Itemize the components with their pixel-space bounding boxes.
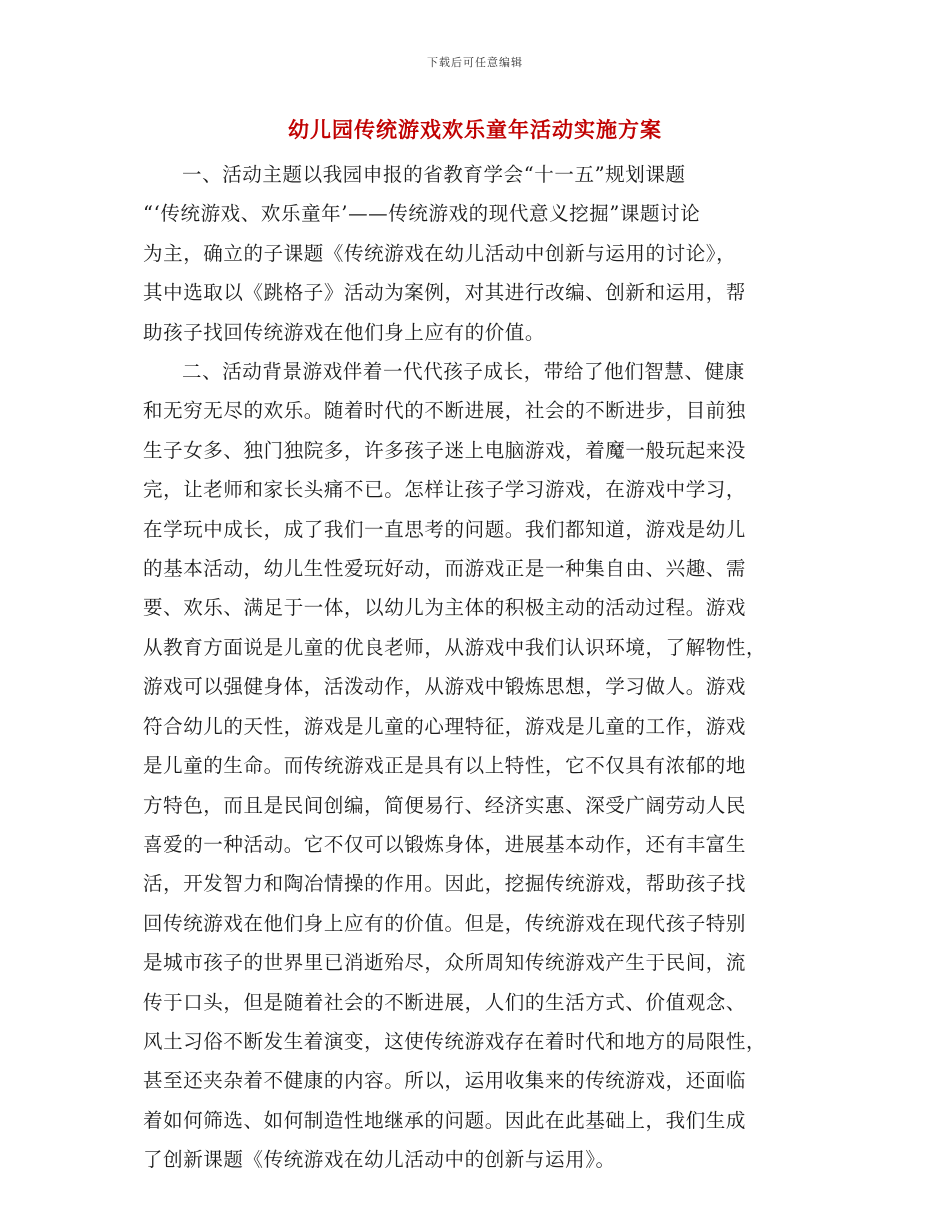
paragraph-line: 传于口头，但是随着社会的不断进展，人们的生活方式、价值观念、: [143, 990, 747, 1014]
document-body: [143, 155, 823, 1180]
paragraph-line: 为主，确立的子课题《传统游戏在幼儿活动中创新与运用的讨论》，: [143, 241, 737, 265]
paragraph-line: 二、活动背景游戏伴着一代代孩子成长，带给了他们智慧、健康: [182, 360, 745, 384]
paragraph-line: 其中选取以《跳格子》活动为案例，对其进行改编、创新和运用，帮: [143, 281, 747, 305]
paragraph-line: 的基本活动，幼儿生性爱玩好动，而游戏正是一种集自由、兴趣、需: [143, 557, 747, 581]
paragraph-line: 风土习俗不断发生着演变，这使传统游戏存在着时代和地方的局限性，: [143, 1029, 767, 1053]
paragraph-line: 了创新课题《传统游戏在幼儿活动中的创新与运用》。: [143, 1148, 616, 1172]
paragraph-line: 和无穷无尽的欢乐。随着时代的不断进展，社会的不断进步，目前独: [143, 399, 747, 423]
paragraph-line: 助孩子找回传统游戏在他们身上应有的价值。: [143, 320, 546, 344]
paragraph-line: 喜爱的一种活动。它不仅可以锻炼身体，进展基本动作，还有丰富生: [143, 832, 747, 856]
paragraph-line: 是儿童的生命。而传统游戏正是具有以上特性，它不仅具有浓郁的地: [143, 754, 747, 778]
paragraph-line: “‘传统游戏、欢乐童年’——传统游戏的现代意义挖掘”课题讨论: [143, 202, 701, 226]
paragraph-line: 符合幼儿的天性，游戏是儿童的心理特征，游戏是儿童的工作，游戏: [143, 714, 747, 738]
paragraph-line: 生子女多、独门独院多，许多孩子迷上电脑游戏，着魔一般玩起来没: [143, 438, 747, 462]
paragraph-line: 从教育方面说是儿童的优良老师，从游戏中我们认识环境，了解物性，: [143, 635, 767, 659]
paragraph-line: 着如何筛选、如何制造性地继承的问题。因此在此基础上，我们生成: [143, 1108, 747, 1132]
paragraph-line: 完，让老师和家长头痛不已。怎样让孩子学习游戏，在游戏中学习，: [143, 478, 747, 502]
paragraph-activity-theme: [143, 155, 823, 352]
paragraph-line: 是城市孩子的世界里已消逝殆尽，众所周知传统游戏产生于民间，流: [143, 951, 747, 975]
paragraph-line: 在学玩中成长，成了我们一直思考的问题。我们都知道，游戏是幼儿: [143, 517, 747, 541]
paragraph-line: 游戏可以强健身体，活泼动作，从游戏中锻炼思想，学习做人。游戏: [143, 675, 747, 699]
paragraph-activity-background: [143, 352, 823, 1180]
header-note: 下载后可任意编辑: [427, 56, 523, 69]
paragraph-line: 活，开发智力和陶冶情操的作用。因此，挖掘传统游戏，帮助孩子找: [143, 872, 747, 896]
paragraph-line: 要、欢乐、满足于一体，以幼儿为主体的积极主动的活动过程。游戏: [143, 596, 747, 620]
document-title: 幼儿园传统游戏欢乐童年活动实施方案: [288, 117, 662, 142]
paragraph-line: 一、活动主题以我园申报的省教育学会“十一五”规划课题: [182, 163, 686, 186]
paragraph-line: 回传统游戏在他们身上应有的价值。但是，传统游戏在现代孩子特别: [143, 911, 747, 935]
paragraph-line: 方特色，而且是民间创编，简便易行、经济实惠、深受广阔劳动人民: [143, 793, 747, 817]
paragraph-line: 甚至还夹杂着不健康的内容。所以，运用收集来的传统游戏，还面临: [143, 1069, 747, 1093]
